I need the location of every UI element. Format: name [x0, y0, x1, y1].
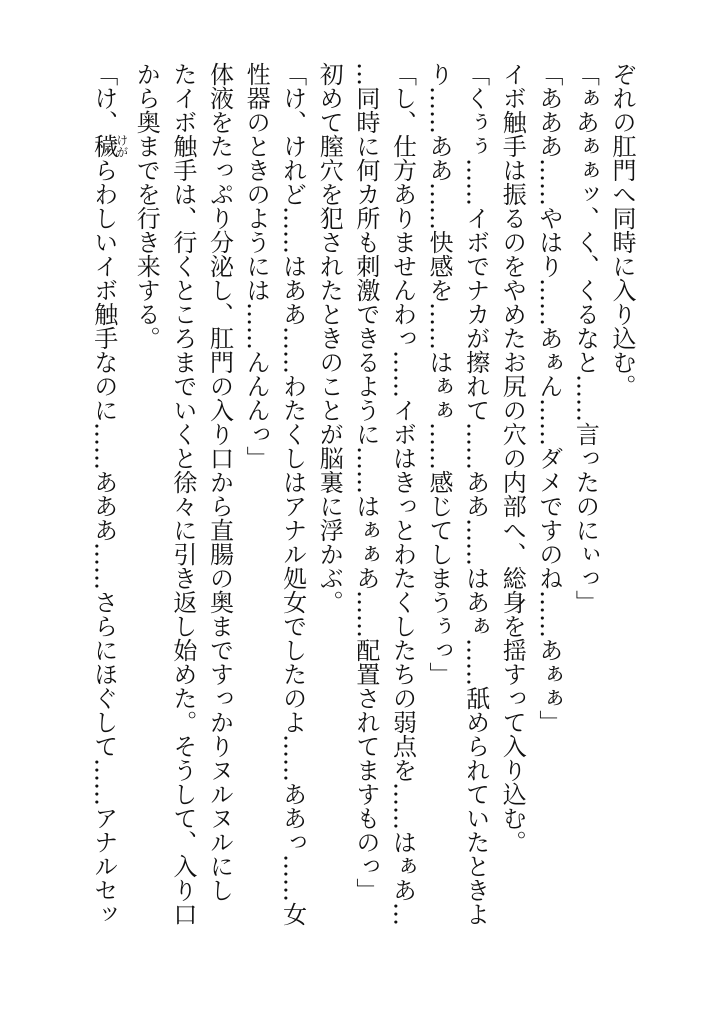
furigana-ruby	[89, 134, 129, 158]
text-column-15	[85, 62, 128, 977]
ruby-base: 穢	[89, 134, 118, 158]
text-column-2: 「ぁあぁぁッ、く、くるなと……言ったのにぃっ」	[571, 62, 600, 614]
text-column-11: 性器のときのようには……んんんっ」	[242, 62, 271, 470]
text-column-10: 「け、けれど……はああ……わたくしはアナル処女でしたのよ……ああっ……女	[278, 62, 307, 926]
text-column-6: り……ああ……快感を……はぁぁ……感じてしまうぅっ」	[425, 62, 454, 686]
text-column-3: 「あああ……やはり……あぁん……ダメですのね……あぁぁ」	[534, 62, 563, 734]
ruby-reading: けが	[114, 134, 129, 158]
column-15-prefix: 「け、	[89, 62, 118, 134]
column-15-suffix: らわしいイボ触手なのに……あああ……さらにほぐして……アナルセッ	[89, 158, 118, 926]
text-column-1: ぞれの肛門へ同時に入り込む。	[608, 62, 636, 398]
text-column-14: から奥までを行き来する。	[132, 62, 161, 350]
text-column-8: …同時に何カ所も刺激できるように……はぁぁあ……配置されてますものっ」	[351, 62, 380, 902]
text-column-4: イボ触手は振るのをやめたお尻の穴の内部へ、総身を揺すって入り込む。	[498, 62, 527, 854]
text-column-5: 「くぅぅ……イボでナカが擦れて……ああ……はあぁ……舐められていたときよ	[461, 62, 490, 926]
text-column-12: 体液をたっぷり分泌し、肛門の入り口から直腸の奥まですっかりヌルヌルにし	[205, 62, 234, 902]
text-column-7: 「し、仕方ありませんわっ……イボはきっとわたくしたちの弱点を……はぁあ…	[388, 62, 417, 926]
text-column-13: たイボ触手は、行くところまでいくと徐々に引き返し始めた。そうして、入り口	[168, 62, 197, 926]
vertical-text-block	[85, 62, 640, 977]
text-column-9: 初めて膣穴を犯されたときのことが脳裏に浮かぶ。	[315, 62, 344, 614]
